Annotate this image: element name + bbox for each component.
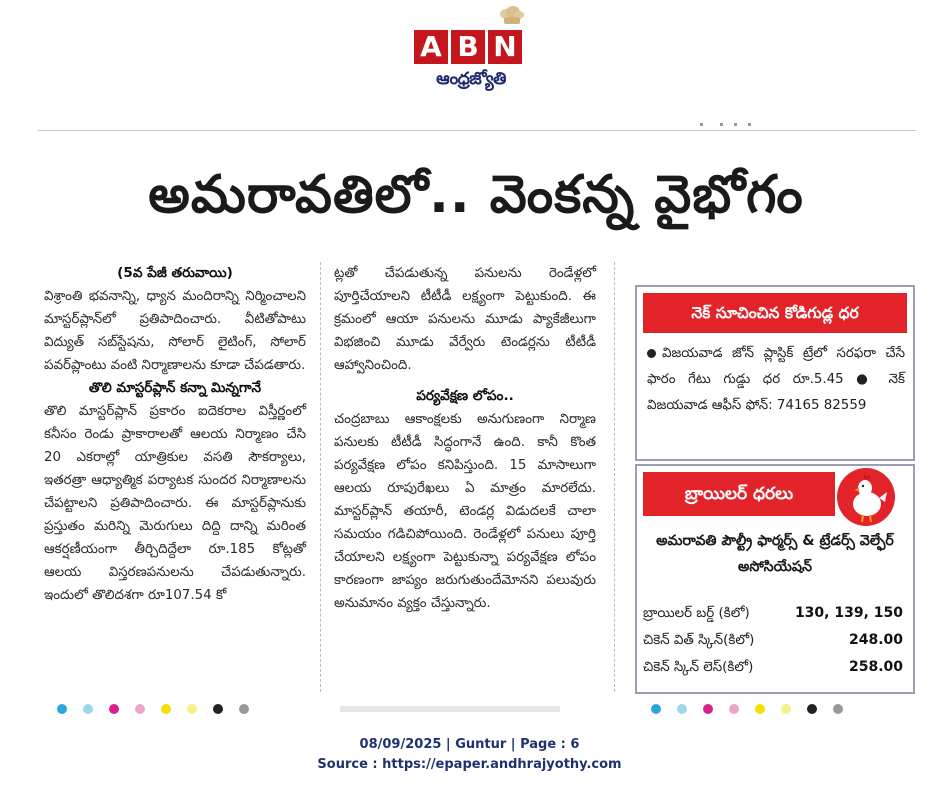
price-row (643, 627, 909, 654)
article-paragraph: తొలి మాస్టర్‌ప్లాన్‌ ప్రకారం ఐదెకరాల విస్తీర్ణంలో కనీసం రెండు ప్రాకారాలతో ఆలయ నిర్మాణం చేసి 20 ఎకరాల్లో యాత్రికుల వసతి సౌకర్యాలు, ఇతరత్రా ఆధ్యాత్మిక పర్యాటక సుందర నిర్మాణాలను చేపట్టాలని ప్రతిపాదించారు. ఈ మాస్టర్‌ప్లానుకు ప్రస్తుతం మరిన్ని మెరుగులు దిద్ది దాన్ని మరింత ఆకర్షణీయంగా తీర్చిదిద్దేలా రూ.185 కోట్లతో ఆలయ విస్తరణపనులను చేపడుతున్నారు. ఇందులో తొలిదశగా రూ107.54 కో (44, 404, 306, 603)
article-paragraph: విశ్రాంతి భవనాన్ని, ధ్యాన మందిరాన్ని నిర్మించాలని మాస్టర్‌ప్లాన్‌లో ప్రతిపాదించారు. వీటితోపాటు విద్యుత్‌ సబ్‌స్టేషను, సోలార్‌ లైటింగ్‌, సోలార్‌ పవర్‌ప్లాంటు వంటి నిర్మాణాలను కూడా చేపడతారు. (44, 289, 306, 373)
color-registration-bar (648, 704, 868, 714)
broiler-price-box (635, 464, 915, 694)
broiler-price-table (643, 600, 909, 681)
egg-price-title: నెక్‌ సూచించిన కోడిగుడ్ల ధర (643, 293, 907, 333)
headline: అమరావతిలో.. వెంకన్న వైభోగం (148, 165, 804, 225)
column-divider (320, 262, 321, 692)
abn-logo (414, 6, 526, 92)
association-name: అమరావతి పౌల్ట్రీ ఫార్మర్స్‌ & ట్రేడర్స్‌ వెల్ఫేర్‌ అసోసియేషన్‌ (656, 533, 894, 575)
egg-price-box (635, 285, 915, 461)
price-label: బ్రాయిలర్‌ బర్డ్‌ (కిలో) (643, 606, 750, 621)
article-column-2 (334, 262, 596, 615)
broiler-price-title: బ్రాయిలర్‌ ధరలు (643, 472, 835, 516)
article-subheading: తొలి మాస్టర్‌ప్లాన్‌ కన్నా మిన్నగానే (88, 380, 262, 396)
price-value: 130, 139, 150 (794, 605, 903, 621)
article-subheading: పర్యవేక్షణ లోపం.. (416, 388, 514, 404)
article-subheading: (5వ పేజీ తరువాయి) (117, 265, 233, 281)
color-registration-bar (54, 704, 274, 714)
egg-price-text: విజయవాడ జోన్‌ ప్లాస్టిక్‌ ట్రేలో సరఫరా చేసే ఫారం గేటు గుడ్డు ధర రూ.5.45 ● నెక్‌ విజయవాడ ఆఫీస్‌ ఫోన్‌: 74165 82559 (647, 346, 905, 413)
logo-letter: B (451, 30, 485, 64)
price-label: చికెన్‌ విత్‌ స్కిన్‌(కిలో) (643, 633, 755, 648)
footer-date-line: 08/09/2025 | Guntur | Page : 6 (359, 737, 580, 752)
logo-letter: N (488, 30, 522, 64)
logo-letter: A (414, 30, 448, 64)
top-divider (38, 130, 916, 131)
color-registration-bar (340, 704, 560, 714)
article-paragraph: చంద్రబాబు ఆకాంక్షలకు అనుగుణంగా నిర్మాణ పనులకు టీటీడీ సిద్ధంగానే ఉంది. కానీ కొంత పర్యవేక్షణ లోపం కనిపిస్తుంది. 15 మాసాలుగా ఆలయ రూపురేఖలు ఏ మాత్రం మారలేదు. మాస్టర్‌ప్లాన్‌ తయారీ, టెండర్ల విడుదలకే చాలా సమయం గడిచిపోయింది. రెండేళ్లలో పనులు పూర్తి చేయాలని లక్ష్యంగా పెట్టుకున్నా పర్యవేక్షణ లోపం కారణంగా జాప్యం జరుగుతుందేమోనని పలువురు అనుమానం వ్యక్తం చేస్తున్నారు. (334, 412, 596, 611)
hen-icon-badge (837, 468, 895, 526)
chef-hat-icon (498, 6, 524, 26)
price-value: 248.00 (848, 632, 903, 648)
top-divider-marks (700, 121, 780, 127)
abn-letters (414, 30, 522, 64)
egg-price-body (647, 341, 905, 419)
price-value: 258.00 (848, 659, 903, 675)
footer-source-line: Source : https://epaper.andhrajyothy.com (317, 757, 622, 772)
article-column-1 (44, 262, 306, 607)
column-divider (614, 262, 615, 692)
logo-subtitle: ఆంధ్రజ్యోతి (436, 69, 506, 89)
price-label: చికెన్‌ స్కిన్‌ లెస్‌(కిలో) (643, 660, 754, 675)
hen-icon (837, 468, 895, 526)
bullet-icon (647, 349, 656, 358)
price-row (643, 600, 909, 627)
article-paragraph: ట్లతో చేపడుతున్న పనులను రెండేళ్లలో పూర్తిచేయాలని టీటీడీ లక్ష్యంగా పెట్టుకుంది. ఈ క్రమంలో ఆయా పనులను మూడు ప్యాకేజీలుగా విభజించి మూడు వేర్వేరు టెండర్లను టీటీడీ ఆహ్వానించింది. (334, 266, 596, 373)
price-row (643, 654, 909, 681)
